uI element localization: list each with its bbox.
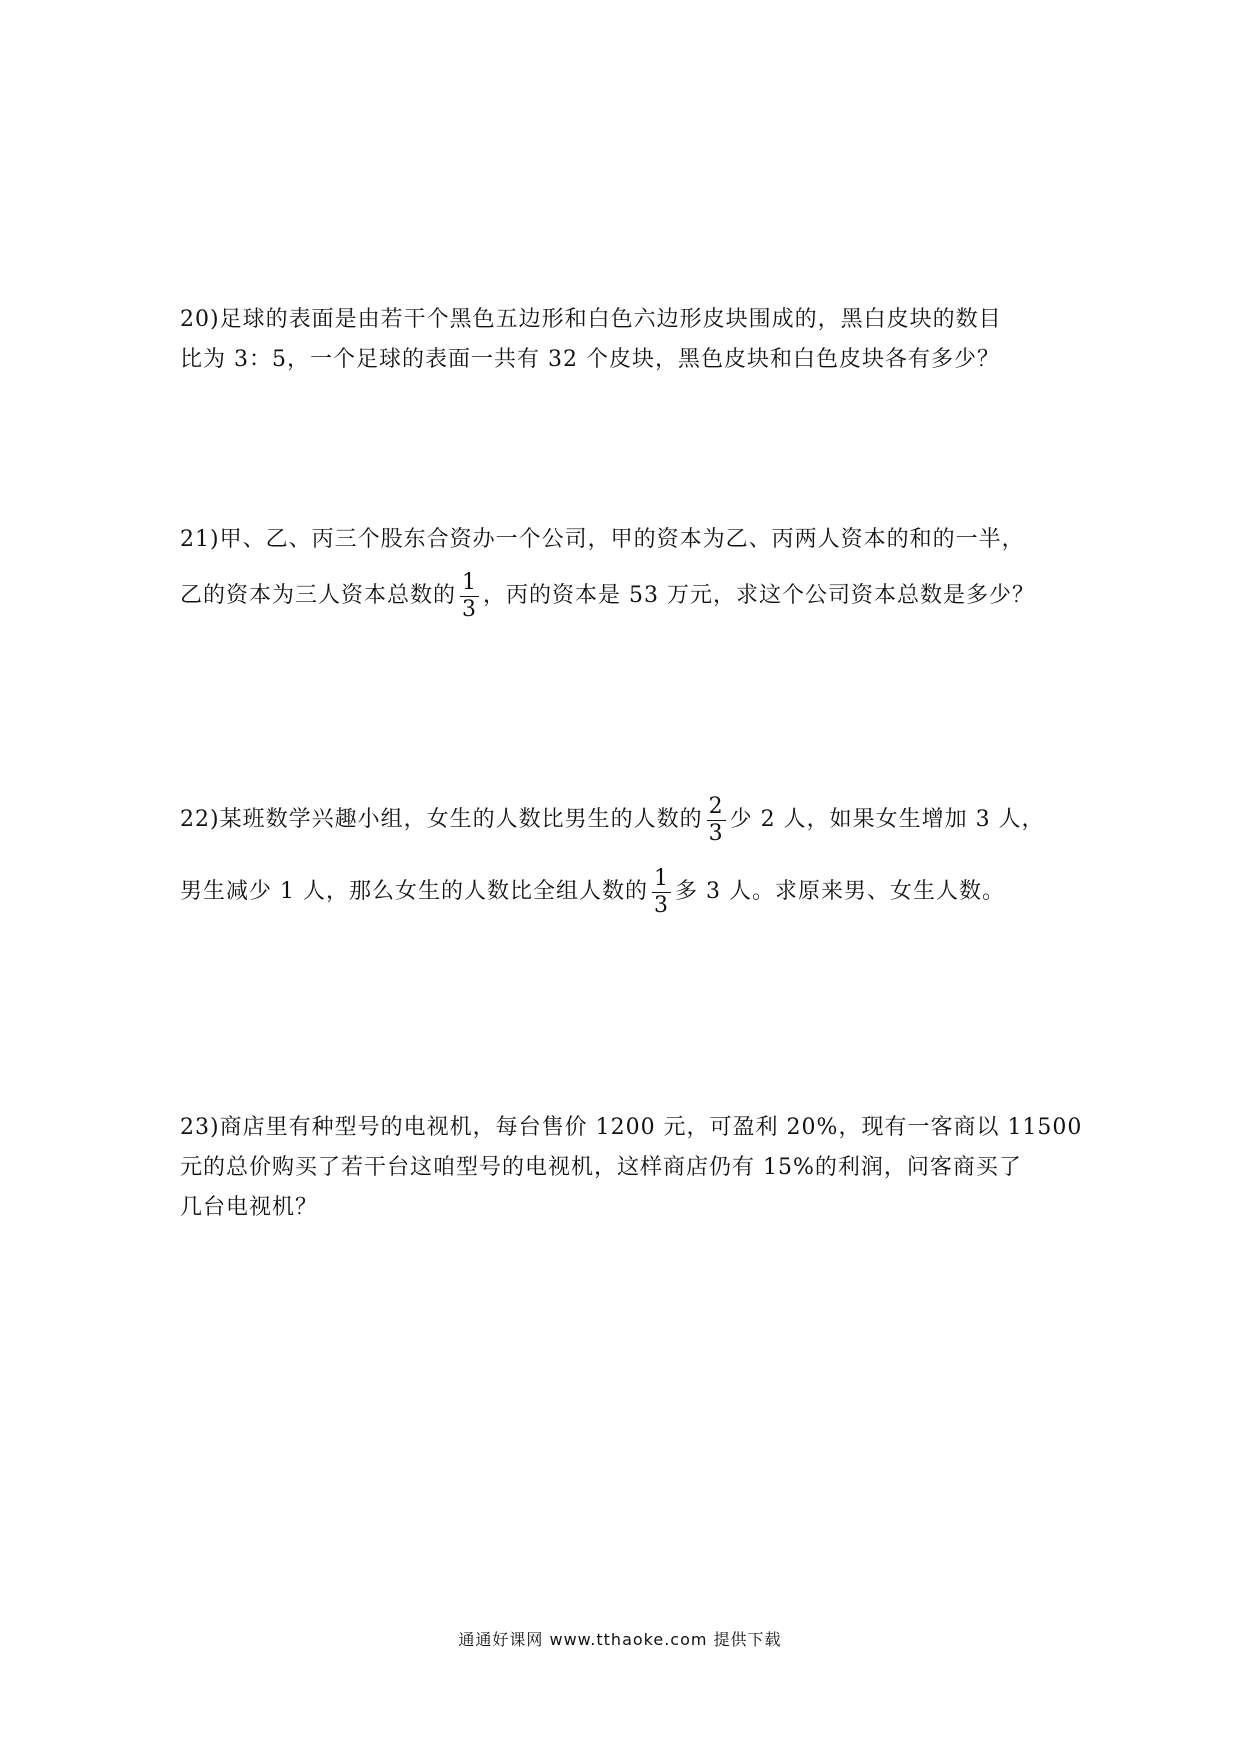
problem-22-line-2	[180, 856, 1080, 928]
fraction-numerator: 1	[462, 569, 478, 595]
problem-22-line-1	[180, 784, 1080, 856]
problem-23	[180, 1108, 1083, 1228]
problem-21-line-2-text-a: 乙的资本为三人资本总数的	[180, 583, 457, 608]
problem-22	[180, 784, 1080, 928]
problem-21	[180, 520, 1080, 632]
problem-22-line-1-text-a: 22)某班数学兴趣小组，女生的人数比男生的人数的	[180, 807, 703, 832]
page-footer: 通通好课网 www.tthaoke.com 提供下载	[458, 1630, 782, 1649]
fraction-denominator: 3	[654, 892, 669, 918]
problem-21-line-2-text-b: ，丙的资本是 53 万元，求这个公司资本总数是多少？	[483, 583, 1035, 608]
fraction-numerator: 2	[708, 793, 724, 819]
fraction-one-third	[460, 570, 479, 623]
problem-23-line-1: 23)商店里有种型号的电视机，每台售价 1200 元，可盈利 20%，现有一客商以 11500	[180, 1115, 1083, 1140]
problem-23-line-3: 几台电视机？	[180, 1195, 319, 1220]
problem-21-line-1: 21)甲、乙、丙三个股东合资办一个公司，甲的资本为乙、丙两人资本的和的一半，	[180, 527, 1025, 552]
problem-20-line-2: 比为 3：5，一个足球的表面一共有 32 个皮块，黑色皮块和白色皮块各有多少？	[180, 347, 1000, 372]
problem-22-line-1-text-b: 少 2 人，如果女生增加 3 人，	[729, 807, 1045, 832]
problem-21-line-2	[180, 560, 1080, 632]
fraction-denominator: 3	[462, 596, 478, 622]
problem-20	[180, 300, 1080, 380]
problem-20-line-1: 20)足球的表面是由若干个黑色五边形和白色六边形皮块围成的，黑白皮块的数目	[180, 307, 1002, 332]
problem-23-line-2: 元的总价购买了若干台这咱型号的电视机，这样商店仍有 15%的利润，问客商买了	[180, 1155, 1022, 1180]
fraction-two-thirds	[707, 794, 726, 847]
problem-22-line-2-text-a: 男生减少 1 人，那么女生的人数比全组人数的	[180, 879, 648, 904]
problem-22-line-2-text-b: 多 3 人。求原来男、女生人数。	[675, 879, 1005, 904]
fraction-denominator: 3	[708, 820, 724, 846]
fraction-numerator: 1	[654, 865, 669, 891]
fraction-one-third	[652, 866, 671, 919]
